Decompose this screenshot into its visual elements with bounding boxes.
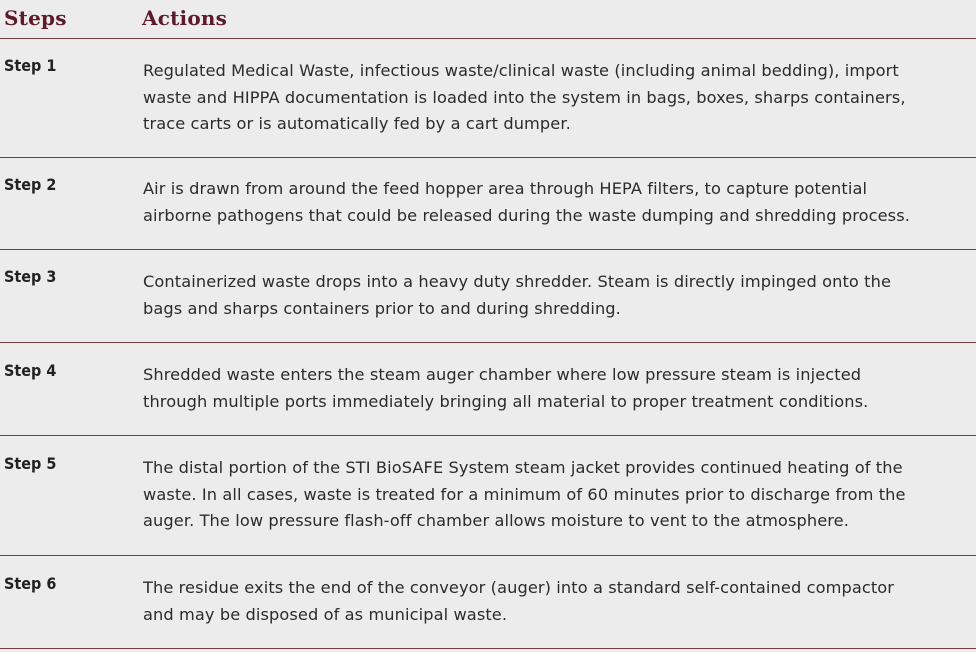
action-line: through multiple ports immediately bringing all material to proper treatment conditions.: [143, 391, 869, 411]
action-line: waste and HIPPA documentation is loaded into the system in bags, boxes, sharps containers,: [143, 87, 906, 107]
step-action: [143, 362, 968, 415]
action-line: Containerized waste drops into a heavy duty shredder. Steam is directly impinged onto the: [143, 272, 892, 291]
step-action: [143, 58, 968, 138]
table-row-step-1: [0, 39, 976, 157]
step-label: Step 3: [4, 267, 57, 286]
action-line: auger. The low pressure flash-off chamber allows moisture to vent to the atmosphere.: [143, 511, 849, 530]
step-label: Step 4: [4, 361, 57, 380]
action-line: The residue exits the end of the conveyor (auger) into a standard self-contained compactor: [143, 578, 895, 597]
table-header: [0, 0, 976, 40]
step-label: Step 5: [4, 454, 57, 473]
action-line: trace carts or is automatically fed by a cart dumper.: [143, 114, 571, 133]
action-line: and may be disposed of as municipal waste.: [143, 604, 508, 624]
action-line: The distal portion of the STI BioSAFE System steam jacket provides continued heating of the: [143, 458, 903, 477]
actions-column-header: Actions: [142, 6, 228, 30]
divider: [0, 648, 976, 649]
step-label: Step 6: [4, 574, 57, 593]
table-row-step-3: [0, 250, 976, 342]
action-line: airborne pathogens that could be released during the waste dumping and shredding process.: [143, 205, 910, 225]
action-line: Regulated Medical Waste, infectious waste/clinical waste (including animal bedding), import: [143, 61, 899, 80]
step-action: [143, 575, 968, 628]
action-line: Air is drawn from around the feed hopper area through HEPA filters, to capture potential: [143, 179, 868, 198]
action-line: bags and sharps containers prior to and during shredding.: [143, 298, 621, 318]
action-line: Shredded waste enters the steam auger chamber where low pressure steam is injected: [143, 365, 862, 384]
action-line: waste. In all cases, waste is treated for a minimum of 60 minutes prior to discharge from the: [143, 484, 906, 504]
table-row-step-2: [0, 158, 976, 249]
table-row-step-4: [0, 343, 976, 435]
step-label: Step 2: [4, 175, 57, 194]
step-action: [143, 269, 968, 322]
steps-column-header: Steps: [4, 6, 67, 30]
step-label: Step 1: [4, 56, 57, 75]
table-row-step-6: [0, 556, 976, 648]
table-row-step-5: [0, 436, 976, 555]
step-action: [143, 455, 968, 535]
step-action: [143, 176, 968, 229]
